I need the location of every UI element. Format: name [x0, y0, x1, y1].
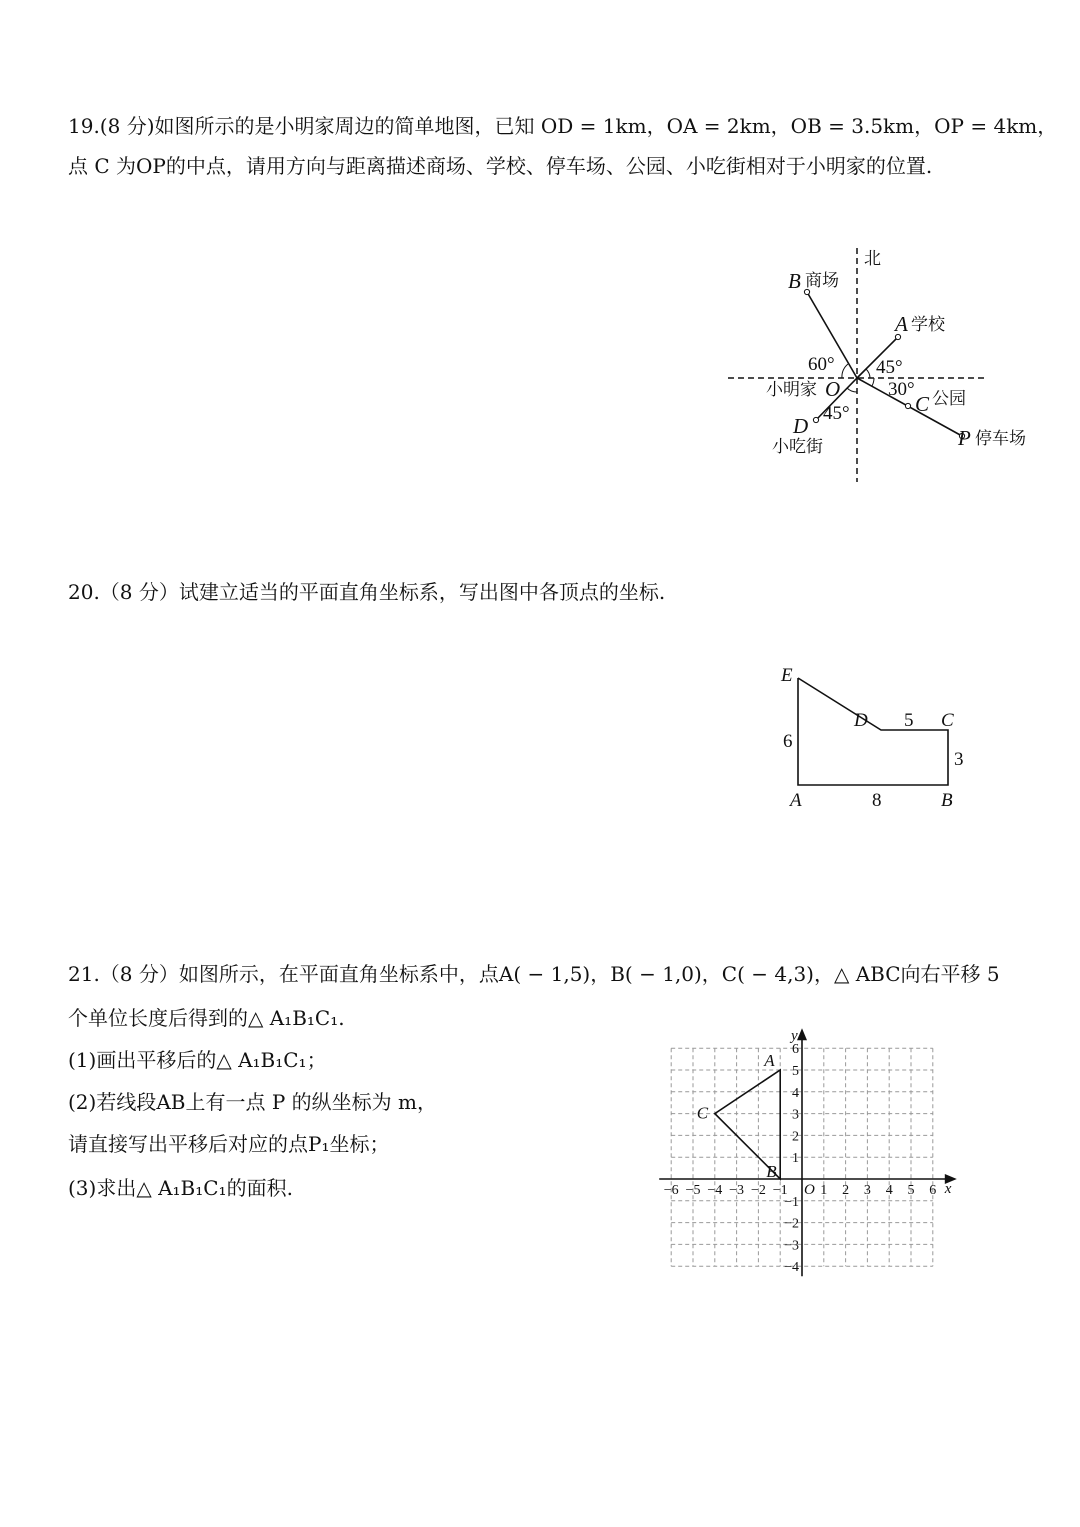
y-axis-label: y: [791, 1028, 798, 1045]
label-a-name: 学校: [911, 315, 945, 334]
y-tick-label: 4: [792, 1085, 799, 1101]
x-tick-label: −1: [772, 1183, 788, 1198]
x-tick-label: 6: [929, 1183, 937, 1198]
y-tick-label: 3: [792, 1107, 799, 1123]
x-tick-label: −5: [685, 1183, 701, 1198]
x-tick-label: 1: [820, 1183, 828, 1198]
label-b-name: 商场: [805, 271, 839, 290]
label-b: B: [788, 269, 801, 293]
q21-part-1: (1)画出平移后的△ A₁B₁C₁；: [68, 1048, 327, 1072]
x-axis-label: x: [944, 1181, 952, 1197]
point-label-c: C: [696, 1103, 709, 1123]
angle-label-a: 45°: [876, 357, 903, 378]
x-tick-label: 2: [842, 1183, 850, 1198]
label-o-name: 小明家: [766, 380, 817, 399]
q19-line-2: 点 C 为OP的中点，请用方向与距离描述商场、学校、停车场、公园、小吃街相对于小明家的位置.: [68, 154, 933, 178]
y-tick-label: 1: [792, 1151, 799, 1167]
label-p: P: [958, 426, 971, 450]
q21-part-3: (3)求出△ A₁B₁C₁的面积.: [68, 1176, 293, 1200]
q21-coordinate-chart: [660, 1015, 980, 1290]
q21-part-2b: 请直接写出平移后对应的点P₁坐标；: [68, 1132, 390, 1156]
x-tick-label: −2: [750, 1183, 766, 1198]
label-c: C: [915, 392, 930, 416]
label-d: D: [793, 414, 809, 438]
vertex-c: C: [941, 710, 954, 731]
angle-arc-b: [842, 364, 848, 378]
x-tick-label: 4: [885, 1183, 893, 1198]
angle-label-c: 30°: [888, 379, 915, 400]
point-label-b: B: [766, 1162, 777, 1181]
x-tick-label: −3: [729, 1183, 745, 1198]
north-label: 北: [864, 249, 881, 268]
q21-line-1: 21.（8 分）如图所示，在平面直角坐标系中，点A( − 1,5)，B( − 1,0)，C( − 4,3)，△ ABC向右平移 5: [68, 962, 1000, 986]
q20-line-1: 20.（8 分）试建立适当的平面直角坐标系，写出图中各顶点的坐标.: [68, 580, 666, 604]
y-tick-label: −2: [784, 1216, 799, 1232]
y-tick-label: −4: [784, 1260, 799, 1276]
y-tick-label: −3: [784, 1238, 799, 1254]
label-a: A: [895, 312, 908, 336]
q21-line-2: 个单位长度后得到的△ A₁B₁C₁.: [68, 1006, 345, 1030]
q19-map-figure: [720, 240, 1040, 490]
polygon-abcde: [798, 678, 948, 785]
q19-line-1: 19.(8 分)如图所示的是小明家周边的简单地图，已知 OD = 1km，OA = 2km，OB = 3.5km，OP = 4km，: [68, 114, 1058, 138]
angle-arc-c: [872, 378, 874, 386]
vertex-d: D: [854, 710, 868, 731]
vertex-a: A: [790, 790, 802, 811]
length-ab: 8: [872, 790, 882, 811]
length-ae: 6: [783, 731, 793, 752]
label-p-name: 停车场: [975, 429, 1026, 448]
chart-axes: [659, 1028, 957, 1276]
y-tick-label: 2: [792, 1129, 799, 1145]
origin-label: O: [804, 1182, 815, 1198]
point-d: [813, 417, 818, 422]
point-label-a: A: [764, 1051, 775, 1070]
chart-tick-labels: [664, 1042, 937, 1275]
x-tick-label: 3: [863, 1183, 871, 1198]
angle-arc-a: [866, 369, 870, 378]
label-o: O: [825, 377, 841, 401]
point-b: [804, 289, 809, 294]
q21-part-2a: (2)若线段AB上有一点 P 的纵坐标为 m，: [68, 1090, 437, 1114]
angle-label-d: 45°: [823, 403, 850, 424]
vertex-b: B: [941, 790, 953, 811]
length-dc: 5: [904, 710, 914, 731]
x-tick-label: −4: [707, 1183, 723, 1198]
y-tick-label: −1: [784, 1194, 799, 1210]
x-tick-label: 5: [907, 1183, 915, 1198]
y-axis-arrow: [797, 1028, 807, 1040]
y-tick-label: 6: [792, 1042, 799, 1058]
length-bc: 3: [954, 749, 964, 770]
angle-arc-d: [847, 388, 857, 392]
label-d-name: 小吃街: [772, 437, 823, 456]
x-tick-label: −6: [663, 1183, 679, 1198]
y-tick-label: 5: [792, 1064, 799, 1079]
vertex-e: E: [781, 665, 793, 686]
q20-polygon-figure: [770, 660, 980, 815]
point-c: [905, 403, 910, 408]
angle-label-b: 60°: [808, 354, 835, 375]
label-c-name: 公园: [932, 389, 966, 408]
